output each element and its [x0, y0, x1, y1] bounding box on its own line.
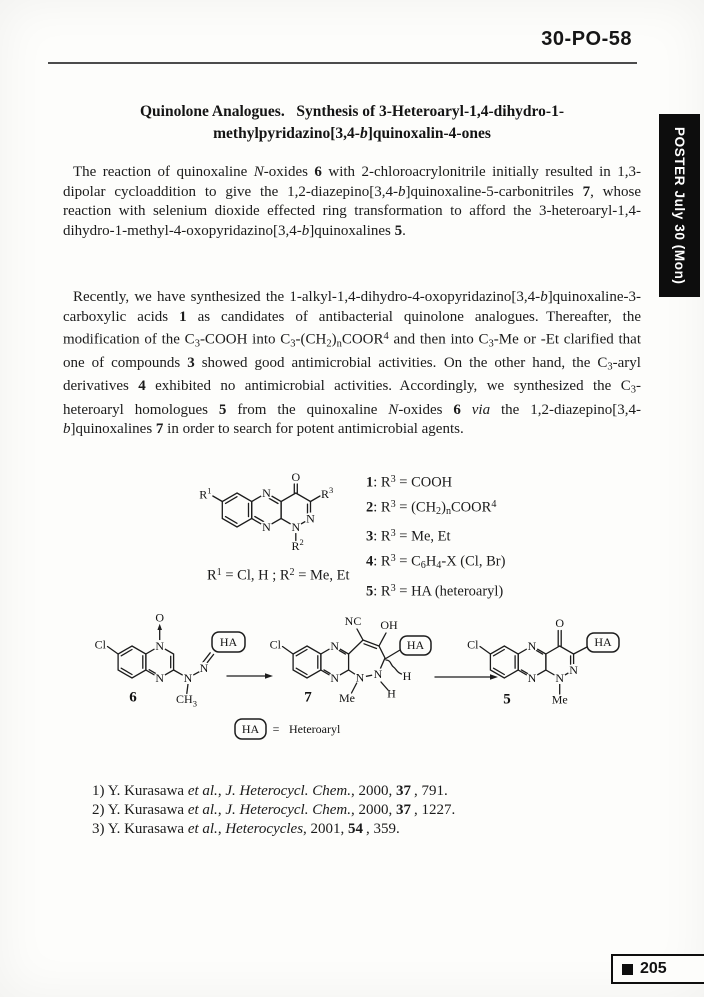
n-label: N	[155, 671, 165, 686]
cl-label: Cl	[94, 637, 106, 652]
n-label: N	[527, 671, 537, 686]
n-label: N	[262, 486, 271, 501]
r3-label: $R^3$	[321, 485, 334, 501]
n-label: N	[306, 511, 315, 526]
title-line-1: Quinolone Analogues. Synthesis of 3-Heteroaryl-1,4-dihydro-1-	[140, 103, 564, 120]
h-label: H	[387, 686, 396, 701]
reference-item: 1) Y. Kurasawa et al., J. Heterocycl. Chem., 2000, 37 , 791.	[92, 783, 448, 799]
page-number-square-icon	[622, 964, 633, 975]
page-number-box	[611, 954, 704, 984]
n-label: N	[527, 639, 537, 654]
abstract-paragraph-2: Recently, we have synthesized the 1-alkyl-1,4-dihydro-4-oxopyridazino[3,4-b]quinoxaline-3-carboxylic acids 1 as candidates of antibacterial quinolone analogues. Thereafter, the modification of the C3-COOH into C3-(CH2)nCOOR$^4$ and then into C3-Me or -Et clarified that one of compounds 3 showed good antimicrobial activities. On the other hand, the C3-aryl derivatives 4 exhibited no antimicrobial activities. Accordingly, we synthesized the C3-heteroaryl homologues 5 from the quinoxaline N-oxides 6 via the 1,2-diazepino[3,4-b]quinoxalines 7 in order to search for potent antimicrobial agents.	[63, 289, 642, 438]
reference-item: 3) Y. Kurasawa et al., Heterocycles, 2001, 54 , 359.	[92, 821, 400, 837]
n-label: N	[330, 671, 340, 686]
header-rule	[48, 62, 637, 64]
abstract-title	[84, 101, 620, 144]
nitrile-label: NC	[344, 614, 362, 628]
oxide-o-label: O	[155, 610, 165, 625]
compound-number: 6	[129, 689, 137, 706]
reference-list	[92, 782, 455, 839]
legend-item: 3: $R^3 = Me$, Et	[366, 528, 451, 546]
methyl-label: Me	[339, 691, 355, 705]
n-label: N	[183, 671, 193, 685]
structure-atom-labels	[199, 470, 333, 553]
heteroaryl-definition: Heteroaryl	[289, 722, 341, 736]
structure-caption: $R^1 = Cl$, H ; $R^2 = Me$, Et	[207, 567, 350, 584]
compound-number: 7	[304, 689, 312, 706]
methyl-label: $CH_3$	[176, 692, 197, 709]
heteroaryl-box-label: HA	[219, 634, 238, 649]
hydroxyl-label: OH	[380, 618, 398, 632]
r2-label: $R^2$	[291, 537, 304, 553]
heteroaryl-box-label: HA	[594, 635, 612, 649]
reaction-scheme-drawing	[58, 598, 648, 763]
n-label: N	[555, 671, 565, 686]
n-label: N	[199, 661, 209, 675]
page-number: 205	[640, 960, 667, 977]
poster-code: 30-PO-58	[541, 28, 632, 50]
legend-item: 5: $R^3$ = HA (heteroaryl)	[366, 582, 504, 600]
heteroaryl-box-label: HA	[406, 638, 425, 652]
abstract-paragraph-1: The reaction of quinoxaline N-oxides 6 with 2-chloroacrylonitrile initially resulted in 1,3-dipolar cycloaddition to give the 1,2-diazepino[3,4-b]quinoxaline-5-carbonitriles 7, whose reaction with selenium dioxide effected ring transformation to afford the 3-heteroaryl-1,4-dihydro-1-methyl-4-oxopyridazino[3,4-b]quinoxalines 5.	[63, 164, 642, 239]
reference-item: 2) Y. Kurasawa et al., J. Heterocycl. Chem., 2000, 37 , 1227.	[92, 802, 456, 818]
heteroaryl-box-label: HA	[241, 722, 260, 736]
carbonyl-o-label: O	[555, 616, 565, 630]
substituent-legend	[366, 469, 505, 603]
n-label: N	[155, 639, 165, 654]
legend-item: 1: $R^3$ = COOH	[366, 474, 453, 491]
carbonyl-o-label: O	[291, 470, 301, 484]
r1-label: $R^1$	[199, 485, 212, 502]
title-line-2: methylpyridazino[3,4-b]quinoxalin-4-ones	[213, 124, 491, 142]
cl-label: Cl	[467, 637, 479, 652]
equals-sign: =	[272, 722, 280, 736]
session-tab-label: POSTER July 30 (Mon)	[672, 126, 687, 285]
compound-number: 5	[503, 691, 511, 708]
legend-item: 2: $R^3$ = (CH2)nCOOR$^4$	[366, 498, 497, 518]
h-label: H	[402, 669, 412, 683]
n-label: N	[291, 520, 301, 535]
n-label: N	[330, 639, 340, 654]
n-label: N	[355, 670, 365, 685]
session-tab	[659, 114, 700, 297]
legend-item: 4: $R^3 = C6H4-X$ (Cl, Br)	[366, 553, 506, 572]
methyl-label: Me	[551, 692, 568, 707]
n-label: N	[373, 667, 383, 682]
cl-label: Cl	[269, 637, 281, 652]
n-label: N	[262, 520, 271, 535]
n-label: N	[569, 663, 578, 678]
